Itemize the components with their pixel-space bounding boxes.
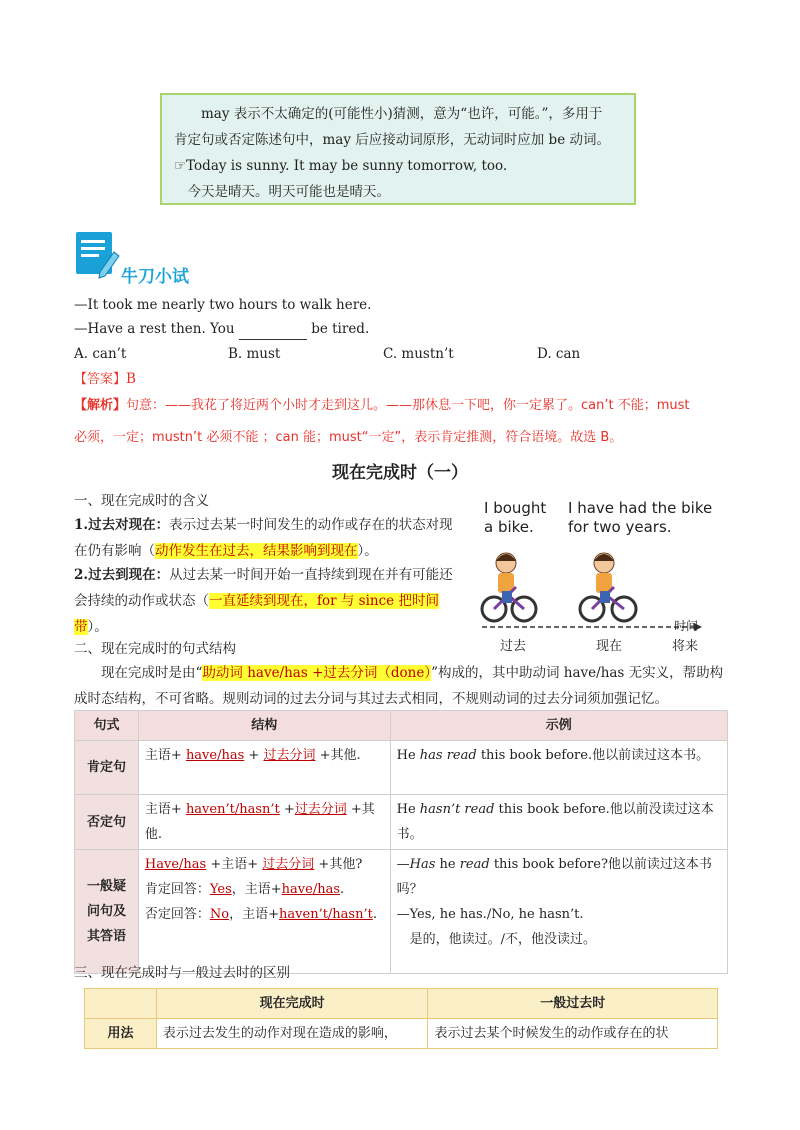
question-structure: Have/has +主语+ 过去分词 +其他? 肯定回答：Yes，主语+have/has. 否定回答：No，主语+haven’t/hasn’t. bbox=[138, 850, 390, 974]
section1-point2: 2.过去到现在：从过去某一时间开始一直持续到现在并有可能还会持续的动作或状态（一直延续到现在，for 与 since 把时间带）。 bbox=[74, 567, 453, 635]
row-label-affirmative: 肯定句 bbox=[75, 741, 139, 795]
row-label-usage: 用法 bbox=[85, 1019, 157, 1049]
table-row bbox=[75, 741, 728, 795]
analysis-line-2: 必须，一定；mustn’t 必须不能 ；can 能；must“一定”，表示肯定推测，符合语境。故选 B。 bbox=[74, 430, 623, 445]
question-example: —Has he read this book before?他以前读过这本书吗？ —Yes, he has./No, he hasn’t. 是的，他读过。/不，他没读过。 bbox=[390, 850, 727, 974]
option-c: C. mustn’t bbox=[383, 346, 454, 362]
header-sentence-type: 句式 bbox=[75, 711, 139, 741]
section1-point1: 1.过去对现在：表示过去某一时间发生的动作或存在的状态对现在仍有影响（动作发生在过去，结果影响到现在）。 bbox=[74, 517, 453, 559]
row-label-negative: 否定句 bbox=[75, 795, 139, 850]
structure-table bbox=[74, 710, 728, 974]
comparison-table bbox=[84, 988, 718, 1049]
header-example: 示例 bbox=[390, 711, 727, 741]
timeline-illustration bbox=[476, 495, 726, 655]
table-row bbox=[85, 1019, 718, 1049]
row-label-question: 一般疑问句及其答语 bbox=[75, 850, 139, 974]
affirmative-example: He has read this book before.他以前读过这本书。 bbox=[390, 741, 727, 795]
header-structure: 结构 bbox=[138, 711, 390, 741]
table-row bbox=[75, 795, 728, 850]
question-line-1: —It took me nearly two hours to walk here. bbox=[74, 297, 372, 313]
header-simple-past: 一般过去时 bbox=[428, 989, 718, 1019]
table-header-row bbox=[75, 711, 728, 741]
speech-bubble-past: I bought a bike. bbox=[484, 499, 547, 536]
section2-paragraph: 现在完成时是由“助动词 have/has +过去分词（done）”构成的，其中助动词 have/has 无实义，帮助构成时态结构，不可省略。规则动词的过去分词与其过去式相同，不规则动词的过去分词须加强记忆。 bbox=[74, 665, 724, 707]
option-a: A. can’t bbox=[74, 346, 127, 362]
timeline-label-time: 时间 bbox=[674, 619, 699, 633]
note-example-cn: 今天是晴天。明天可能也是晴天。 bbox=[187, 184, 390, 200]
section1-title: 一、现在完成时的含义 bbox=[74, 493, 209, 509]
analysis-line-1: 【解析】句意：——我花了将近两个小时才走到这儿。——那休息一下吧，你一定累了。can’t 不能；must bbox=[74, 398, 690, 413]
timeline-label-future: 将来 bbox=[672, 639, 699, 654]
question-line-2: —Have a rest then. You be tired. bbox=[74, 319, 369, 340]
section2-title: 二、现在完成时的句式结构 bbox=[74, 641, 236, 657]
table-header-row bbox=[85, 989, 718, 1019]
option-b: B. must bbox=[228, 346, 281, 362]
speech-bubble-present: I have had the bike for two years. bbox=[568, 499, 713, 536]
timeline-label-past: 过去 bbox=[500, 639, 527, 654]
note-line-1: may 表示不太确定的(可能性小)猜测，意为“也许，可能。”，多用于 bbox=[201, 106, 603, 122]
note-example-en: ☞Today is sunny. It may be sunny tomorrow, too. bbox=[174, 158, 508, 174]
usage-simple-past: 表示过去某个时候发生的动作或存在的状 bbox=[428, 1019, 718, 1049]
grammar-note-box bbox=[160, 93, 636, 205]
page-heading: 现在完成时（一） bbox=[332, 463, 468, 483]
header-present-perfect: 现在完成时 bbox=[156, 989, 428, 1019]
note-line-2: 肯定句或否定陈述句中，may 后应接动词原形，无动词时应加 be 动词。 bbox=[174, 132, 610, 148]
answer-line: 【答案】B bbox=[74, 371, 136, 387]
answer-blank bbox=[239, 319, 307, 340]
affirmative-structure: 主语+ have/has + 过去分词 +其他. bbox=[138, 741, 390, 795]
section3-title: 三、现在完成时与一般过去时的区别 bbox=[74, 965, 290, 981]
negative-structure: 主语+ haven’t/hasn’t +过去分词 +其他. bbox=[138, 795, 390, 850]
option-d: D. can bbox=[537, 346, 581, 362]
practice-title: 牛刀小试 bbox=[121, 267, 189, 287]
usage-present-perfect: 表示过去发生的动作对现在造成的影响， bbox=[156, 1019, 428, 1049]
negative-example: He hasn’t read this book before.他以前没读过这本书。 bbox=[390, 795, 727, 850]
header-empty bbox=[85, 989, 157, 1019]
notepad-pencil-icon bbox=[74, 230, 118, 278]
timeline-label-now: 现在 bbox=[596, 639, 623, 654]
table-row bbox=[75, 850, 728, 974]
